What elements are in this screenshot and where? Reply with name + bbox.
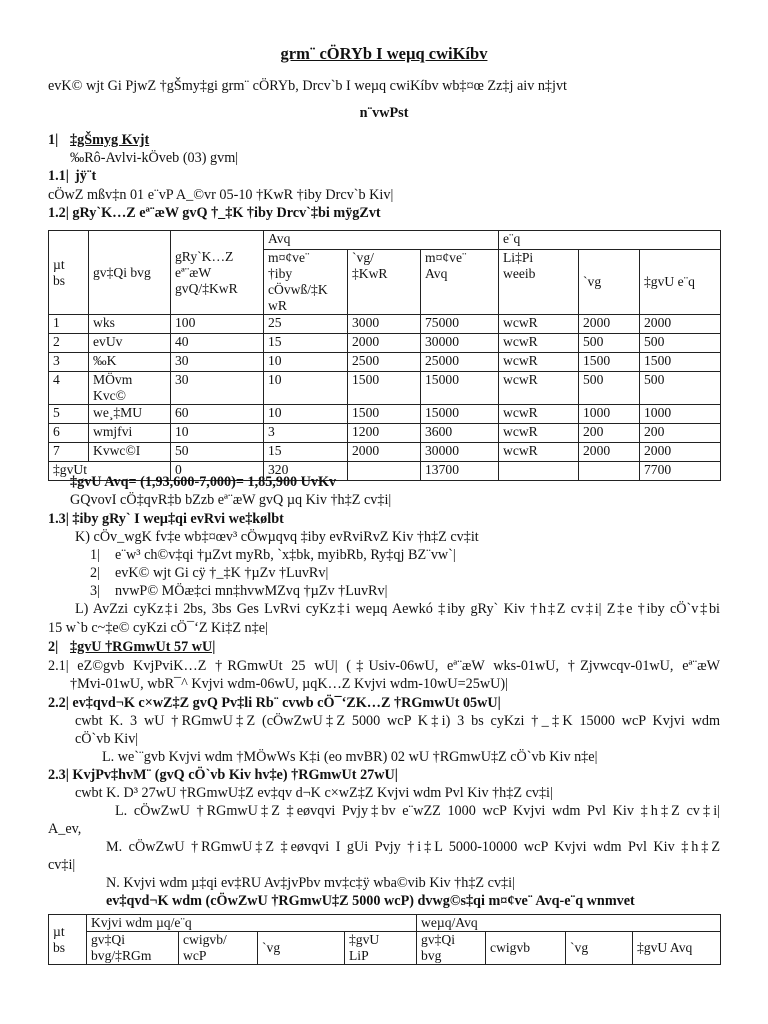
table-cell-rate: 2500: [348, 353, 421, 372]
header-text: µt: [53, 256, 65, 272]
table-cell-sl: 3: [49, 353, 89, 372]
header-text: m¤¢ve¨: [425, 250, 467, 265]
table-cell-renu: 25: [264, 315, 348, 334]
table-cell-income: 30000: [421, 443, 499, 462]
section-2-3-line4: M. cÖwZwU †RGmwU‡Z ‡eøvqvi I gUi Pvjy †i‡L 5000-10000 wcP Kvjvi wdm Pvl Kiv ‡h‡Z: [106, 839, 720, 855]
table-cell-renu: 10: [264, 405, 348, 424]
section-1-3-l-line2: 15 w`b c~‡e© cyKzi cÖ¯‘Z Ki‡Z n‡e|: [48, 620, 268, 636]
header-text: cwigvb/: [183, 932, 227, 947]
table2-header-sale-qty: cwigvb: [486, 932, 566, 965]
table2-header-sale-fish: [417, 932, 486, 965]
header-group-cost: e¨q: [499, 231, 721, 250]
section-1-2-heading: 1.2| gRy`K…Z eª¨æW gvQ †_‡K †iby Drcv`‡bi mÿgZvt: [48, 205, 381, 221]
total-stock: 0: [171, 462, 264, 481]
table2-header-total-income: ‡gvU Avq: [633, 932, 721, 965]
table-cell-cost: 1000: [640, 405, 721, 424]
table-cell-sl: 4: [49, 372, 89, 405]
section-2-2-line3: L. we`¨gvb Kvjvi wdm †MÖwWs K‡i (eo mvBR) 02 wU †RGmwU‡Z cÖ`vb Kiv n‡e|: [102, 749, 598, 765]
table2-group-row: [49, 915, 721, 932]
section-2-1-line1: 2.1| eZ©gvb KvjPviK…Z †RGmwUt 25 wU| (‡Usiv-06wU, eª¨æW wks-01wU, †Zjvwcqv-01wU, eª¨æW: [48, 658, 720, 674]
section-1-1-body: cÖwZ mßv‡n 01 e¨vP A_©vr 05-10 †KwR †iby Drcv`b Kiv|: [48, 187, 394, 203]
table-cell-fish: ‰K: [89, 353, 171, 372]
section-2-heading: ‡gvU †RGmwUt 57 wU|: [70, 639, 216, 655]
table-cell-price: 2000: [579, 315, 640, 334]
header-text: gRy`K…Z: [175, 248, 234, 264]
table-cell-stock: 30: [171, 353, 264, 372]
header-text: bs: [53, 272, 66, 288]
header-serial: [49, 231, 89, 315]
header-text: bs: [53, 939, 66, 955]
section-2-3-line2: L. cÖwZwU †RGmwU‡Z ‡eøvqvi Pvjy‡bv e¨wZZ 1000 wcP Kvjvi wdm Pvl Kiv ‡h‡Z cv‡i|: [115, 803, 720, 819]
table-cell-fish: wks: [89, 315, 171, 334]
table2-group-cost: Kvjvi wdm µq/e¨q: [87, 915, 417, 932]
header-price: `vg: [579, 250, 640, 315]
table-cell-item: wcwR: [499, 372, 579, 405]
table-cell-income: 15000: [421, 372, 499, 405]
buyer-item-3-text: nvwP© MÖæ‡ci mn‡hvwMZvq †µZv †LuvRv|: [115, 583, 388, 599]
table-cell-fish: we¸‡MU: [89, 405, 171, 424]
header-text: `vg/: [352, 250, 374, 265]
renu-production-table: [48, 230, 721, 481]
table-cell-item: wcwR: [499, 353, 579, 372]
table-cell-stock: 30: [171, 372, 264, 405]
table-row: [49, 424, 721, 443]
buyer-item-1-number: 1|: [90, 547, 100, 563]
section-1-heading: ‡gŠmyg Kvjt: [70, 132, 150, 148]
header-text: wR: [268, 298, 287, 313]
header-text: bvg/‡RGm: [91, 948, 152, 963]
total-item: [499, 462, 579, 481]
header-text: weeib: [503, 266, 536, 281]
table-cell-stock: 60: [171, 405, 264, 424]
table2-header-qty: [179, 932, 258, 965]
header-text: wcP: [183, 948, 207, 963]
header-income: [421, 250, 499, 315]
table-cell-item: wcwR: [499, 334, 579, 353]
table2-header-fish: [87, 932, 179, 965]
header-text: ‡KwR: [352, 266, 388, 281]
header-text: LiP: [349, 948, 369, 963]
table2-header-total-cost: [345, 932, 417, 965]
table-cell-price: 1500: [579, 353, 640, 372]
total-cost: 7700: [640, 462, 721, 481]
total-price: [579, 462, 640, 481]
table-cell-renu: 10: [264, 372, 348, 405]
table-cell-rate: 1200: [348, 424, 421, 443]
header-renu-yield: [264, 250, 348, 315]
table-cell-price: 500: [579, 372, 640, 405]
table-cell-income: 30000: [421, 334, 499, 353]
table-cell-price: 2000: [579, 443, 640, 462]
buyer-item-2-text: evK© wjt Gi cÿ †_‡K †µZv †LuvRv|: [115, 565, 329, 581]
section-1-number: 1|: [48, 132, 59, 148]
total-label: ‡gvUt: [49, 462, 171, 481]
section-1-1-number: 1.1|: [48, 168, 69, 184]
header-text: Li‡Pi: [503, 250, 534, 265]
table-cell-cost: 2000: [640, 443, 721, 462]
table-cell-income: 25000: [421, 353, 499, 372]
header-text: gv‡Qi: [91, 932, 125, 947]
section-2-2-line1: cwbt K. 3 wU †RGmwU‡Z (cÖwZwU‡Z 5000 wcP K‡i) 3 bs cyKzi †_‡K 15000 wcP Kvjvi wdm: [75, 713, 720, 729]
table-cell-price: 200: [579, 424, 640, 443]
table2-header-serial: [49, 915, 87, 965]
section-1-body: ‰Rô-Avlvi-kÖveb (03) gvm|: [70, 150, 239, 166]
section-2-4-heading: ev‡qvd¬K wdm (cÖwZwU †RGmwU‡Z 5000 wcP) dvwg©s‡qi m¤¢ve¨ Avq-e¨q wnmvet: [106, 893, 635, 909]
section-2-3-heading: 2.3| KvjPv‡hvM¨ (gvQ cÖ`vb Kiv hv‡e) †RGmwUt 27wU|: [48, 767, 398, 783]
header-text: µt: [53, 923, 65, 939]
section-2-3-line6: N. Kvjvi wdm µ‡qi ev‡RU Av‡jvPbv mv‡c‡ÿ wba©vib Kiv †h‡Z cv‡i|: [106, 875, 515, 891]
table-cell-sl: 5: [49, 405, 89, 424]
document-title: grm¨ cÖRYb I weµq cwiKíbv: [280, 44, 488, 63]
section-2-number: 2|: [48, 639, 59, 655]
table-cell-cost: 2000: [640, 315, 721, 334]
table-cell-fish: evUv: [89, 334, 171, 353]
table-cell-item: wcwR: [499, 315, 579, 334]
table2-header-sale-price: `vg: [566, 932, 633, 965]
header-rate: [348, 250, 421, 315]
header-text: cÖvwß/‡K: [268, 282, 328, 297]
table-header-row: [49, 231, 721, 250]
table-cell-renu: 15: [264, 334, 348, 353]
table-cell-item: wcwR: [499, 405, 579, 424]
table2-header-row: [49, 932, 721, 965]
total-income-note: GQvovI cÖ‡qvR‡b bZzb eª¨æW gvQ µq Kiv †h‡Z cv‡i|: [70, 492, 392, 508]
table-cell-fish: Kvwc©I: [89, 443, 171, 462]
header-group-income: Avq: [264, 231, 499, 250]
table-cell-sl: 2: [49, 334, 89, 353]
total-rate: [348, 462, 421, 481]
table-cell-fish: MÖvm Kvc©: [89, 372, 171, 405]
section-2-3-line5: cv‡i|: [48, 857, 76, 873]
header-text: gv‡Qi: [421, 932, 456, 947]
table-row: [49, 334, 721, 353]
section-2-2-heading: 2.2| ev‡qvd¬K c×wZ‡Z gvQ Pv‡li Rb¨ cvwb cÖ¯‘ZK…Z †RGmwUt 05wU|: [48, 695, 501, 711]
table-cell-cost: 500: [640, 334, 721, 353]
section-2-1-line2: †Mvi-01wU, wbR¯^ Kvjvi wdm-06wU, µqK…Z Kvjvi wdm-10wU=25wU)|: [70, 676, 508, 692]
table-cell-cost: 500: [640, 372, 721, 405]
table-cell-item: wcwR: [499, 424, 579, 443]
section-2-3-line1: cwbt K. D³ 27wU †RGmwU‡Z ev‡qv d¬K c×wZ‡Z Kvjvi wdm Pvl Kiv †h‡Z cv‡i|: [75, 785, 553, 801]
section-2-2-line2: cÖ`vb Kiv|: [75, 731, 139, 747]
table-row: [49, 405, 721, 424]
table-cell-price: 500: [579, 334, 640, 353]
header-text: ‡gvU: [349, 932, 380, 947]
table-cell-rate: 1500: [348, 372, 421, 405]
biofloc-income-cost-table: [48, 914, 721, 965]
section-1-1-heading: jÿ¨t: [75, 168, 97, 184]
table2-group-sale: weµq/Avq: [417, 915, 721, 932]
table-cell-cost: 1500: [640, 353, 721, 372]
total-renu: 320: [264, 462, 348, 481]
section-1-3-k: K) cÖv_wgK fv‡e wb‡¤œv³ cÖwµqvq ‡iby evRviRvZ Kiv †h‡Z cv‡it: [75, 529, 479, 545]
table-row: [49, 372, 721, 405]
table-body: [49, 315, 721, 462]
header-total-cost: ‡gvU e¨q: [640, 250, 721, 315]
intro-paragraph: evK© wjt Gi PjwZ †gŠmy‡gi grm¨ cÖRYb, Drcv`b I weµq cwiKíbv wb‡¤œ Zz‡j aiv n‡jvt: [48, 78, 567, 94]
table-cell-rate: 1500: [348, 405, 421, 424]
table-cell-income: 15000: [421, 405, 499, 424]
table-cell-rate: 3000: [348, 315, 421, 334]
buyer-item-2-number: 2|: [90, 565, 100, 581]
header-text: Avq: [425, 266, 448, 281]
table-cell-item: wcwR: [499, 443, 579, 462]
header-fish-name: gv‡Qi bvg: [89, 231, 171, 315]
table-cell-sl: 7: [49, 443, 89, 462]
header-text: eª¨æW: [175, 264, 212, 280]
header-cost-item: [499, 250, 579, 315]
table-row: [49, 315, 721, 334]
table-cell-stock: 100: [171, 315, 264, 334]
table-cell-sl: 6: [49, 424, 89, 443]
table-row: [49, 443, 721, 462]
table-cell-fish: wmjfvi: [89, 424, 171, 443]
table-cell-sl: 1: [49, 315, 89, 334]
header-text: gvQ/‡KwR: [175, 280, 238, 296]
table-cell-price: 1000: [579, 405, 640, 424]
header-stock: [171, 231, 264, 315]
table-cell-cost: 200: [640, 424, 721, 443]
subtitle-hatching: n¨vwPst: [359, 105, 409, 121]
table-cell-income: 75000: [421, 315, 499, 334]
total-income: 13700: [421, 462, 499, 481]
table-cell-stock: 10: [171, 424, 264, 443]
table-cell-renu: 3: [264, 424, 348, 443]
table2-header-price: `vg: [258, 932, 345, 965]
table-cell-income: 3600: [421, 424, 499, 443]
table-cell-renu: 15: [264, 443, 348, 462]
table-cell-stock: 50: [171, 443, 264, 462]
header-text: bvg: [421, 948, 442, 963]
total-income-line: ‡gvU Avq= (1,93,600-7,000)= 1,85,900 UvKv: [70, 474, 337, 490]
buyer-item-3-number: 3|: [90, 583, 100, 599]
buyer-item-1-text: e¨w³ ch©v‡qi †µZvt myRb, `x‡bk, myibRb, Ry‡qj BZ¨vw`|: [115, 547, 456, 563]
section-1-3-heading: 1.3| ‡iby gRy` I weµ‡qi evRvi we‡kølbt: [48, 511, 284, 527]
header-text: †iby: [268, 266, 293, 281]
header-text: m¤¢ve¨: [268, 250, 310, 265]
table-cell-renu: 10: [264, 353, 348, 372]
table-row: [49, 353, 721, 372]
section-2-3-line3: A_ev,: [48, 821, 82, 837]
table-cell-rate: 2000: [348, 443, 421, 462]
table-cell-rate: 2000: [348, 334, 421, 353]
table-cell-stock: 40: [171, 334, 264, 353]
section-1-3-l-line1: L) AvZzi cyKz‡i 2bs, 3bs Ges LvRvi cyKz‡i weµq Aewkó ‡iby gRy` Kiv †h‡Z cv‡i| Z‡e †iby cÖ`v‡bi: [75, 601, 720, 617]
